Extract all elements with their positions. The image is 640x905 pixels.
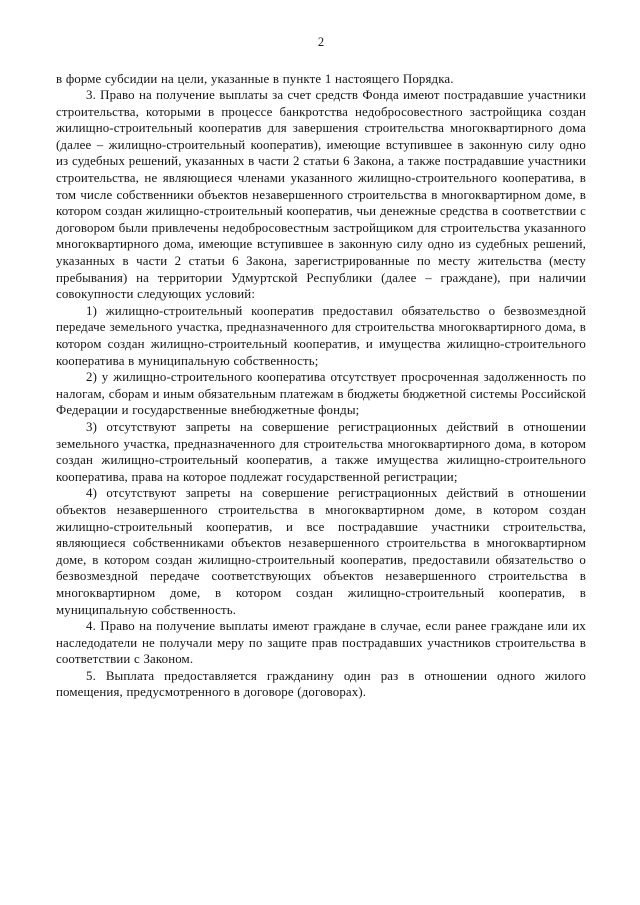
- paragraph-item-5: 5. Выплата предоставляется гражданину один раз в отношении одного жилого помещения, предусмотренного в договоре (договорах).: [56, 668, 586, 700]
- paragraph-item-3-2: 2) у жилищно-строительного кооператива отсутствует просроченная задолженность по налогам, сборам и иным обязательным платежам в бюджеты бюджетной системы Российской Федерации и государственные внебюджетные фонды;: [56, 370, 586, 418]
- paragraph-item-3: 3. Право на получение выплаты за счет средств Фонда имеют пострадавшие участники строительства, которыми в процессе банкротства недобросовестного застройщика создан жилищно-строительный кооператив для завершения строительства многоквартирного дома (далее – жилищно-строительный кооператив), имеющие вступившее в законную силу одно из судебных решений, указанных в части 2 статьи 6 Закона, а также пострадавшие участники строительства, не являющиеся членами указанного жилищно-строительного кооператива, в том числе собственники объектов незавершенного строительства в многоквартирном доме, в котором создан жилищно-строительный кооператив, чьи денежные средства в соответствии с договором были привлечены недобросовестным застройщиком для строительства указанного многоквартирного дома, имеющие вступившее в законную силу одно из судебных решений, указанных в части 2 статьи 6 Закона, зарегистрированные по месту жительства (месту пребывания) на территории Удмуртской Республики (далее – граждане), при наличии совокупности следующих условий:: [56, 88, 586, 302]
- paragraph-intro: в форме субсидии на цели, указанные в пункте 1 настоящего Порядка.: [56, 71, 454, 86]
- page-number: 2: [317, 35, 325, 49]
- paragraph-item-3-1: 1) жилищно-строительный кооператив предоставил обязательство о безвозмездной передаче земельного участка, предназначенного для строительства многоквартирного дома, в котором создан жилищно-строительный кооператив, и имущества жилищно-строительного кооператива в муниципальную собственность;: [56, 303, 586, 368]
- document-body: [56, 71, 586, 702]
- paragraph-item-3-4: 4) отсутствуют запреты на совершение регистрационных действий в отношении объектов незавершенного строительства в многоквартирном доме, в котором создан жилищно-строительный кооператив, и все пострадавшие участники строительства, являющиеся собственниками объектов незавершенного строительства в многоквартирном доме, в котором создан жилищно-строительный кооператив, предоставили обязательство о безвозмездной передаче соответствующих объектов незавершенного строительства в многоквартирном доме, в котором создан жилищно-строительный кооператив, в муниципальную собственность.: [56, 486, 586, 617]
- paragraph-item-4: 4. Право на получение выплаты имеют граждане в случае, если ранее граждане или их наследодатели не получали меру по защите прав пострадавших участников строительства в соответствии с Законом.: [56, 619, 586, 667]
- paragraph-item-3-3: 3) отсутствуют запреты на совершение регистрационных действий в отношении земельного участка, предназначенного для строительства многоквартирного дома, в котором создан жилищно-строительный кооператив, а также имущества жилищно-строительного кооператива, права на которое подлежат государственной регистрации;: [56, 419, 586, 484]
